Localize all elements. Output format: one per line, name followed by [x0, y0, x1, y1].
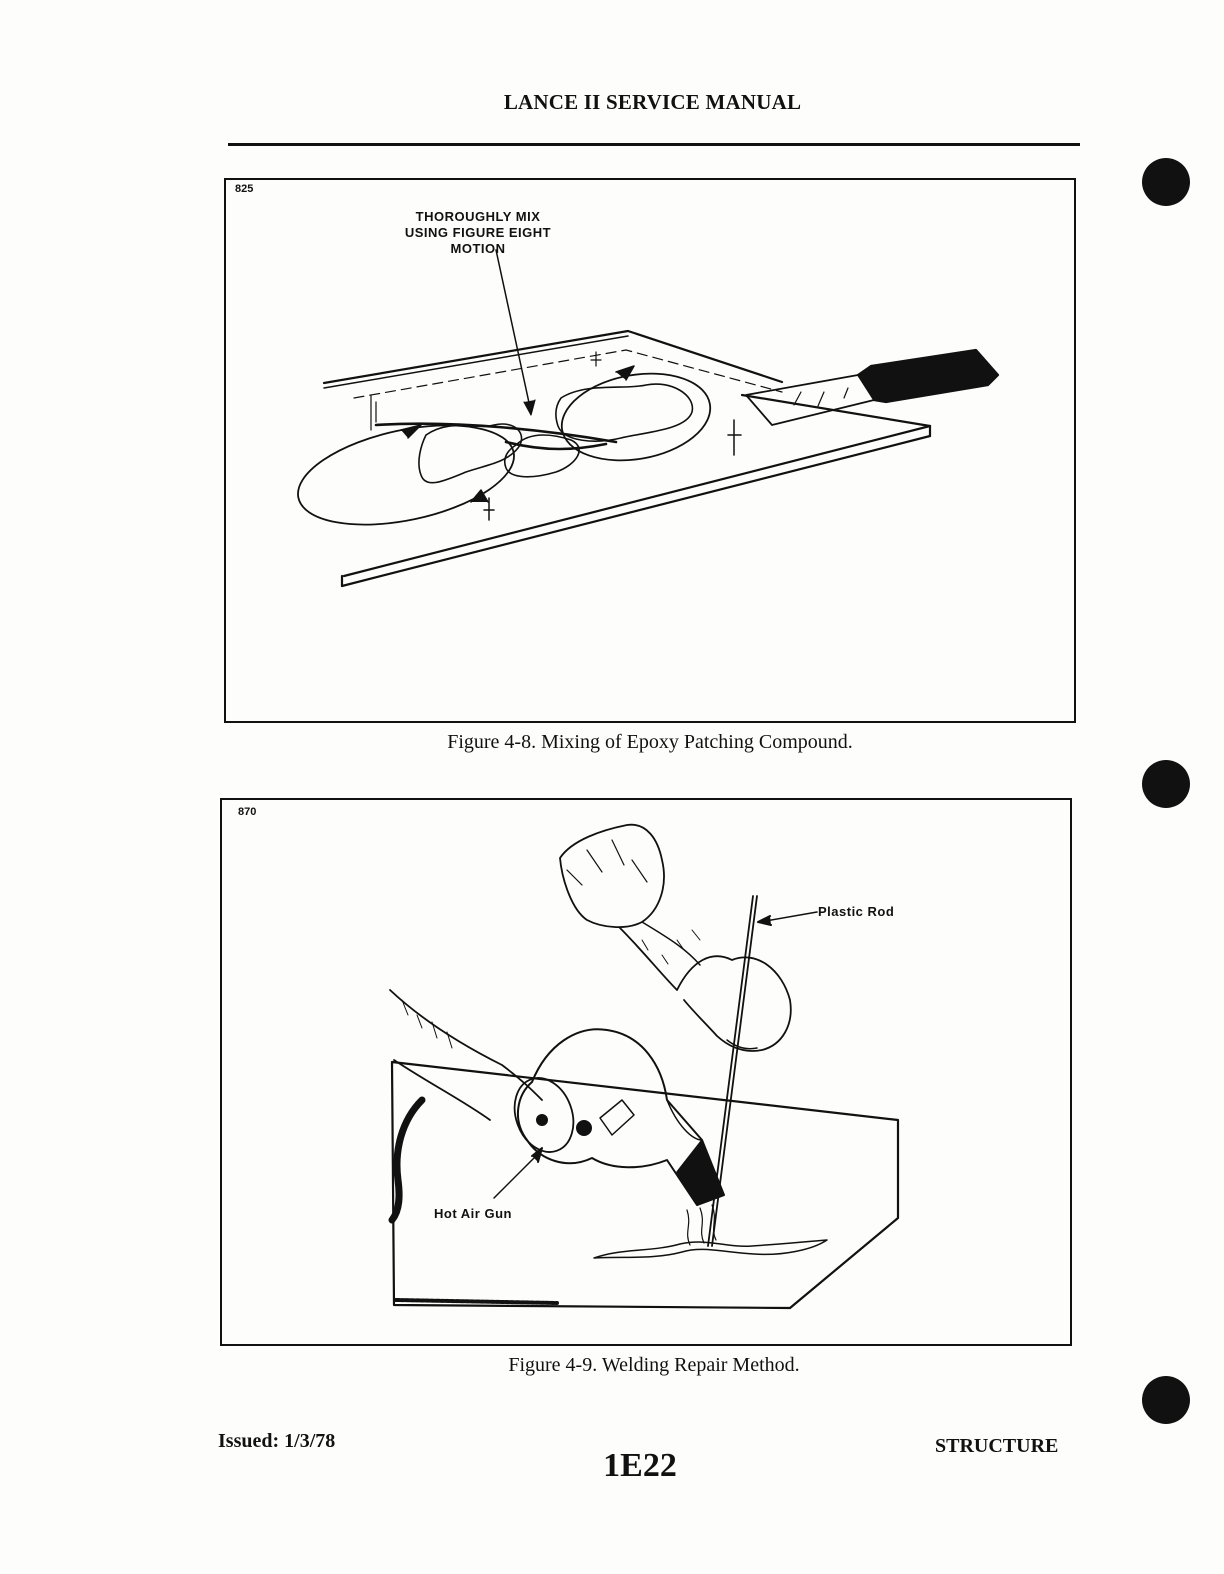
epoxy-mixing-illustration — [226, 180, 1078, 725]
header-rule — [228, 143, 1080, 146]
plastic-rod-label: Plastic Rod — [818, 904, 895, 919]
figure-4-9-caption: Figure 4-9. Welding Repair Method. — [508, 1354, 800, 1376]
footer-issued-date: Issued: 1/3/78 — [218, 1430, 336, 1452]
figure-4-8-caption: Figure 4-8. Mixing of Epoxy Patching Compound. — [447, 731, 853, 753]
figure-4-8-frame — [224, 178, 1076, 723]
callout-line-3: MOTION — [450, 241, 506, 256]
callout-line-1: THOROUGHLY MIX — [415, 209, 541, 224]
page-header-title: LANCE II SERVICE MANUAL — [503, 90, 802, 114]
figure-4-8-number: 825 — [235, 183, 254, 195]
footer-page-number: 1E22 — [603, 1447, 677, 1484]
binder-hole-bottom — [1142, 1376, 1190, 1424]
binder-hole-top — [1142, 158, 1190, 206]
figure-4-9-frame — [220, 798, 1072, 1346]
footer-section: STRUCTURE — [935, 1435, 1059, 1457]
hot-air-gun-label: Hot Air Gun — [434, 1206, 512, 1221]
callout-line-2: USING FIGURE EIGHT — [404, 225, 552, 240]
figure-4-9-number: 870 — [238, 806, 257, 818]
welding-repair-illustration — [222, 800, 1074, 1348]
binder-hole-middle — [1142, 760, 1190, 808]
